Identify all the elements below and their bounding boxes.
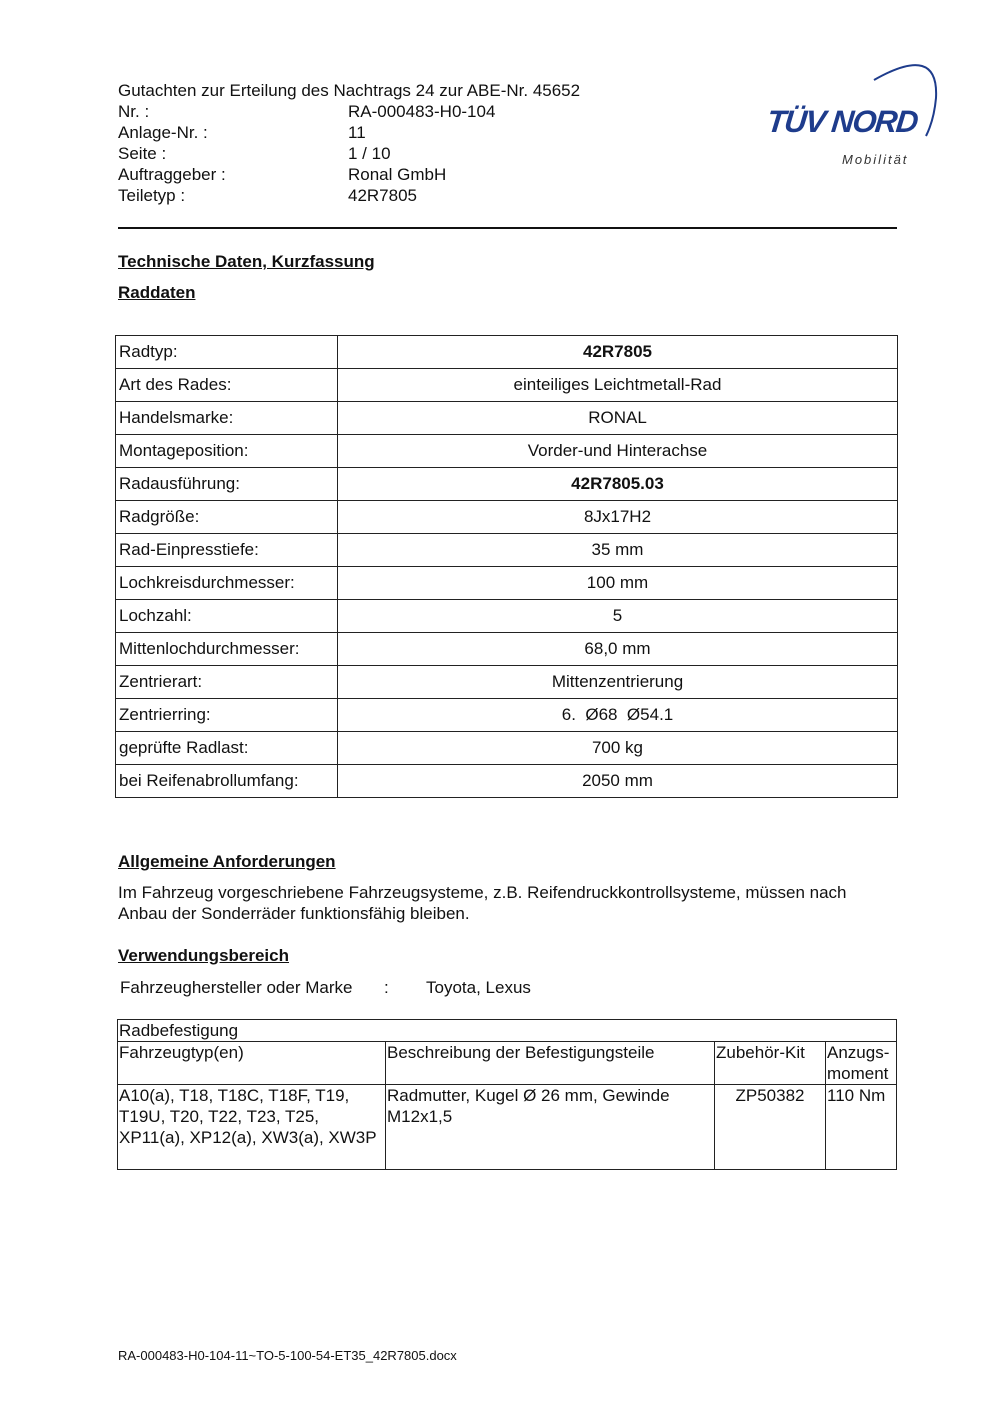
table-row (118, 1085, 897, 1170)
table-cell-value: 2050 mm (338, 765, 898, 798)
header-divider (118, 227, 897, 229)
table-cell-label: Zentrierring: (116, 699, 338, 732)
table-row (116, 699, 898, 732)
wheel-data-table (115, 335, 898, 798)
table-title-row (118, 1020, 897, 1042)
column-header: Zubehör-Kit (715, 1042, 826, 1085)
header-label: Teiletyp : (118, 186, 186, 205)
table-row (116, 600, 898, 633)
table-cell-label: Zentrierart: (116, 666, 338, 699)
table-cell: A10(a), T18, T18C, T18F, T19, T19U, T20, T22, T23, T25, XP11(a), XP12(a), XW3(a), XW3P (118, 1085, 386, 1170)
table-cell-value: Vorder-und Hinterachse (338, 435, 898, 468)
table-row (116, 567, 898, 600)
general-requirements-text: Im Fahrzeug vorgeschriebene Fahrzeugsysteme, z.B. Reifendruckkontrollsysteme, müssen nach Anbau der Sonderräder funktionsfähig bleiben. (118, 883, 847, 923)
manufacturer-label: Fahrzeughersteller oder Marke (120, 978, 353, 997)
table-header-row (118, 1042, 897, 1085)
table-cell-label: Art des Rades: (116, 369, 338, 402)
table-cell-label: bei Reifenabrollumfang: (116, 765, 338, 798)
table-cell-label: Mittenlochdurchmesser: (116, 633, 338, 666)
table-cell-label: Montageposition: (116, 435, 338, 468)
table-row (116, 534, 898, 567)
table-row (116, 336, 898, 369)
table-cell: 110 Nm (826, 1085, 897, 1170)
table-cell-value: RONAL (338, 402, 898, 435)
table-cell-value: 68,0 mm (338, 633, 898, 666)
table-cell-label: Radtyp: (116, 336, 338, 369)
document-footer: RA-000483-H0-104-11~TO-5-100-54-ET35_42R7805.docx (118, 1348, 457, 1363)
table-cell: Radmutter, Kugel Ø 26 mm, Gewinde M12x1,5 (386, 1085, 715, 1170)
header-value: RA-000483-H0-104 (348, 102, 496, 121)
manufacturer-colon: : (384, 978, 389, 997)
table-cell-value: 5 (338, 600, 898, 633)
table-cell-label: Radgröße: (116, 501, 338, 534)
table-cell-value: Mittenzentrierung (338, 666, 898, 699)
table-cell-label: Handelsmarke: (116, 402, 338, 435)
table-row (116, 402, 898, 435)
table-row (116, 732, 898, 765)
table-cell-label: Lochzahl: (116, 600, 338, 633)
column-header: Anzugs-moment (826, 1042, 897, 1085)
column-header: Beschreibung der Befestigungsteile (386, 1042, 715, 1085)
fastening-table (117, 1019, 897, 1170)
table-cell-value: 42R7805 (338, 336, 898, 369)
table-row (116, 435, 898, 468)
header-label: Nr. : (118, 102, 150, 121)
header-value: 42R7805 (348, 186, 418, 205)
table-cell-value: einteiliges Leichtmetall-Rad (338, 369, 898, 402)
table-cell-value: 100 mm (338, 567, 898, 600)
section-heading-scope: Verwendungsbereich (118, 946, 289, 965)
table-row (116, 369, 898, 402)
report-title: Gutachten zur Erteilung des Nachtrags 24 zur ABE-Nr. 45652 (118, 81, 581, 100)
table-cell-value: 8Jx17H2 (338, 501, 898, 534)
table-cell-value: 6. Ø68 Ø54.1 (338, 699, 898, 732)
section-heading-wheel-data: Raddaten (118, 283, 196, 302)
table-row (116, 765, 898, 798)
column-header: Fahrzeugtyp(en) (118, 1042, 386, 1085)
header-label: Seite : (118, 144, 167, 163)
section-heading-tech-data: Technische Daten, Kurzfassung (118, 252, 375, 271)
header-label: Anlage-Nr. : (118, 123, 208, 142)
header-value: 1 / 10 (348, 144, 391, 163)
table-row (116, 468, 898, 501)
table-cell-label: Radausführung: (116, 468, 338, 501)
table-row (116, 501, 898, 534)
table-cell-label: Rad-Einpresstiefe: (116, 534, 338, 567)
table-title: Radbefestigung (118, 1020, 897, 1042)
table-cell-value: 42R7805.03 (338, 468, 898, 501)
table-cell-value: 35 mm (338, 534, 898, 567)
table-cell-value: 700 kg (338, 732, 898, 765)
header-value: Ronal GmbH (348, 165, 447, 184)
manufacturer-value: Toyota, Lexus (426, 978, 531, 997)
table-cell: ZP50382 (715, 1085, 826, 1170)
table-cell-label: Lochkreisdurchmesser: (116, 567, 338, 600)
table-row (116, 666, 898, 699)
logo-subtitle: Mobilität (842, 152, 909, 167)
table-row (116, 633, 898, 666)
table-cell-label: geprüfte Radlast: (116, 732, 338, 765)
header-label: Auftraggeber : (118, 165, 226, 184)
tuv-nord-logo: TÜV NORD (765, 104, 919, 139)
header-value: 11 (348, 123, 366, 142)
section-heading-general-requirements: Allgemeine Anforderungen (118, 852, 336, 871)
